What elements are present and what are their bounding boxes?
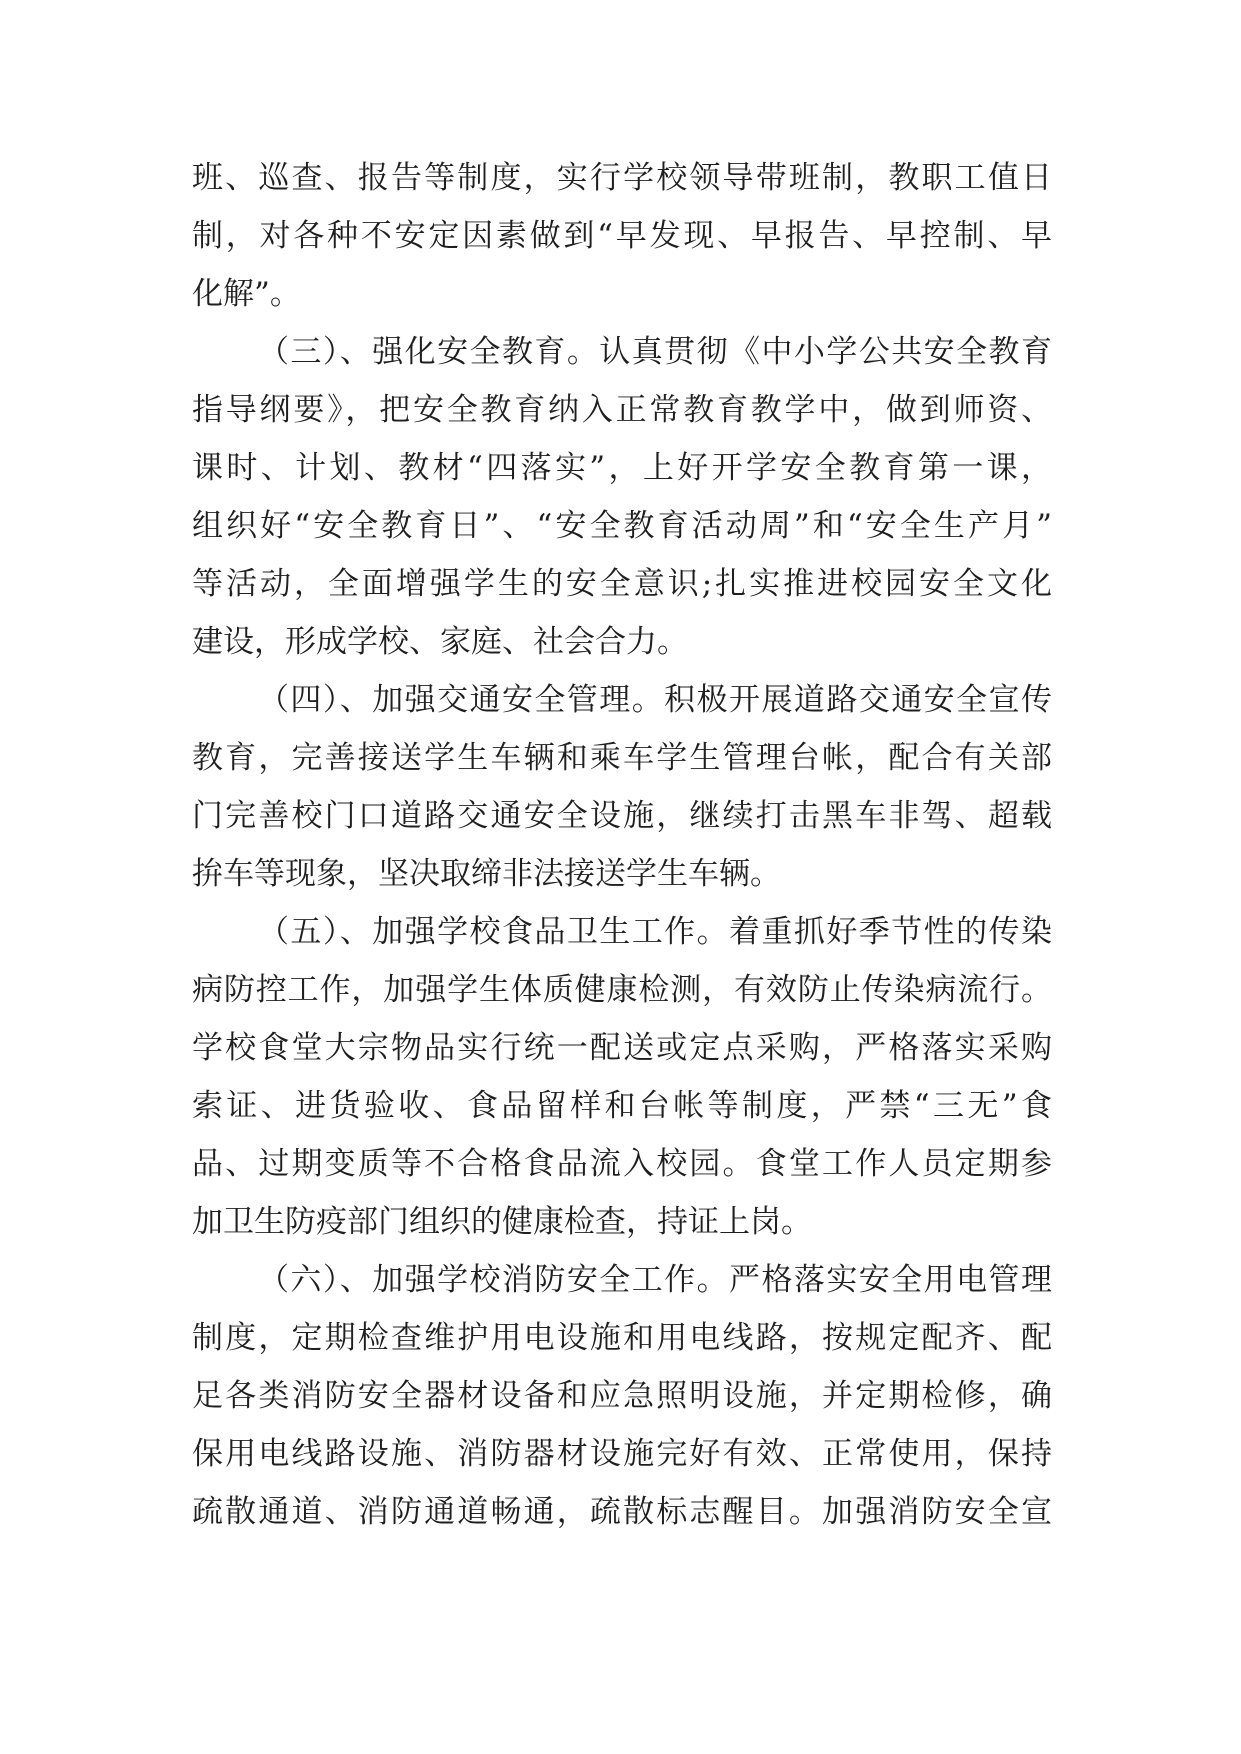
text-line: 教育，完善接送学生车辆和乘车学生管理台帐，配合有关部 [192, 740, 1052, 776]
text-line: 制，对各种不安定因素做到“早发现、早报告、早控制、早 [192, 218, 1052, 254]
text-line: 等活动，全面增强学生的安全意识;扎实推进校园安全文化 [192, 566, 1052, 602]
text-line: 品、过期变质等不合格食品流入校园。食堂工作人员定期参 [192, 1146, 1052, 1182]
section-heading-line: （三）、强化安全教育。认真贯彻《中小学公共安全教育 [258, 334, 1052, 370]
text-line: 疏散通道、消防通道畅通，疏散标志醒目。加强消防安全宣 [192, 1494, 1052, 1530]
text-line: 门完善校门口道路交通安全设施，继续打击黑车非驾、超载 [192, 798, 1052, 834]
text-line: 保用电线路设施、消防器材设施完好有效、正常使用，保持 [192, 1436, 1052, 1472]
text-line: 学校食堂大宗物品实行统一配送或定点采购，严格落实采购 [192, 1030, 1052, 1066]
text-line: 加卫生防疫部门组织的健康检查，持证上岗。 [192, 1204, 812, 1240]
text-line: 制度，定期检查维护用电设施和用电线路，按规定配齐、配 [192, 1320, 1052, 1356]
text-line: 班、巡查、报告等制度，实行学校领导带班制，教职工值日 [192, 160, 1052, 196]
section-heading-line: （六）、加强学校消防安全工作。严格落实安全用电管理 [258, 1262, 1052, 1298]
section-heading-line: （五）、加强学校食品卫生工作。着重抓好季节性的传染 [258, 914, 1052, 950]
text-line: 索证、进货验收、食品留样和台帐等制度，严禁“三无”食 [192, 1088, 1052, 1124]
text-line: 化解”。 [192, 276, 301, 312]
text-line: 病防控工作，加强学生体质健康检测，有效防止传染病流行。 [192, 972, 1052, 1008]
text-line: 足各类消防安全器材设备和应急照明设施，并定期检修，确 [192, 1378, 1052, 1414]
text-line: 建设，形成学校、家庭、社会合力。 [192, 624, 688, 660]
text-line: 拚车等现象，坚决取缔非法接送学生车辆。 [192, 856, 781, 892]
text-line: 指导纲要》，把安全教育纳入正常教育教学中，做到师资、 [192, 392, 1052, 428]
text-line: 课时、计划、教材“四落实”，上好开学安全教育第一课， [192, 450, 1052, 486]
section-heading-line: （四）、加强交通安全管理。积极开展道路交通安全宣传 [258, 682, 1052, 718]
text-line: 组织好“安全教育日”、“安全教育活动周”和“安全生产月” [192, 508, 1052, 544]
